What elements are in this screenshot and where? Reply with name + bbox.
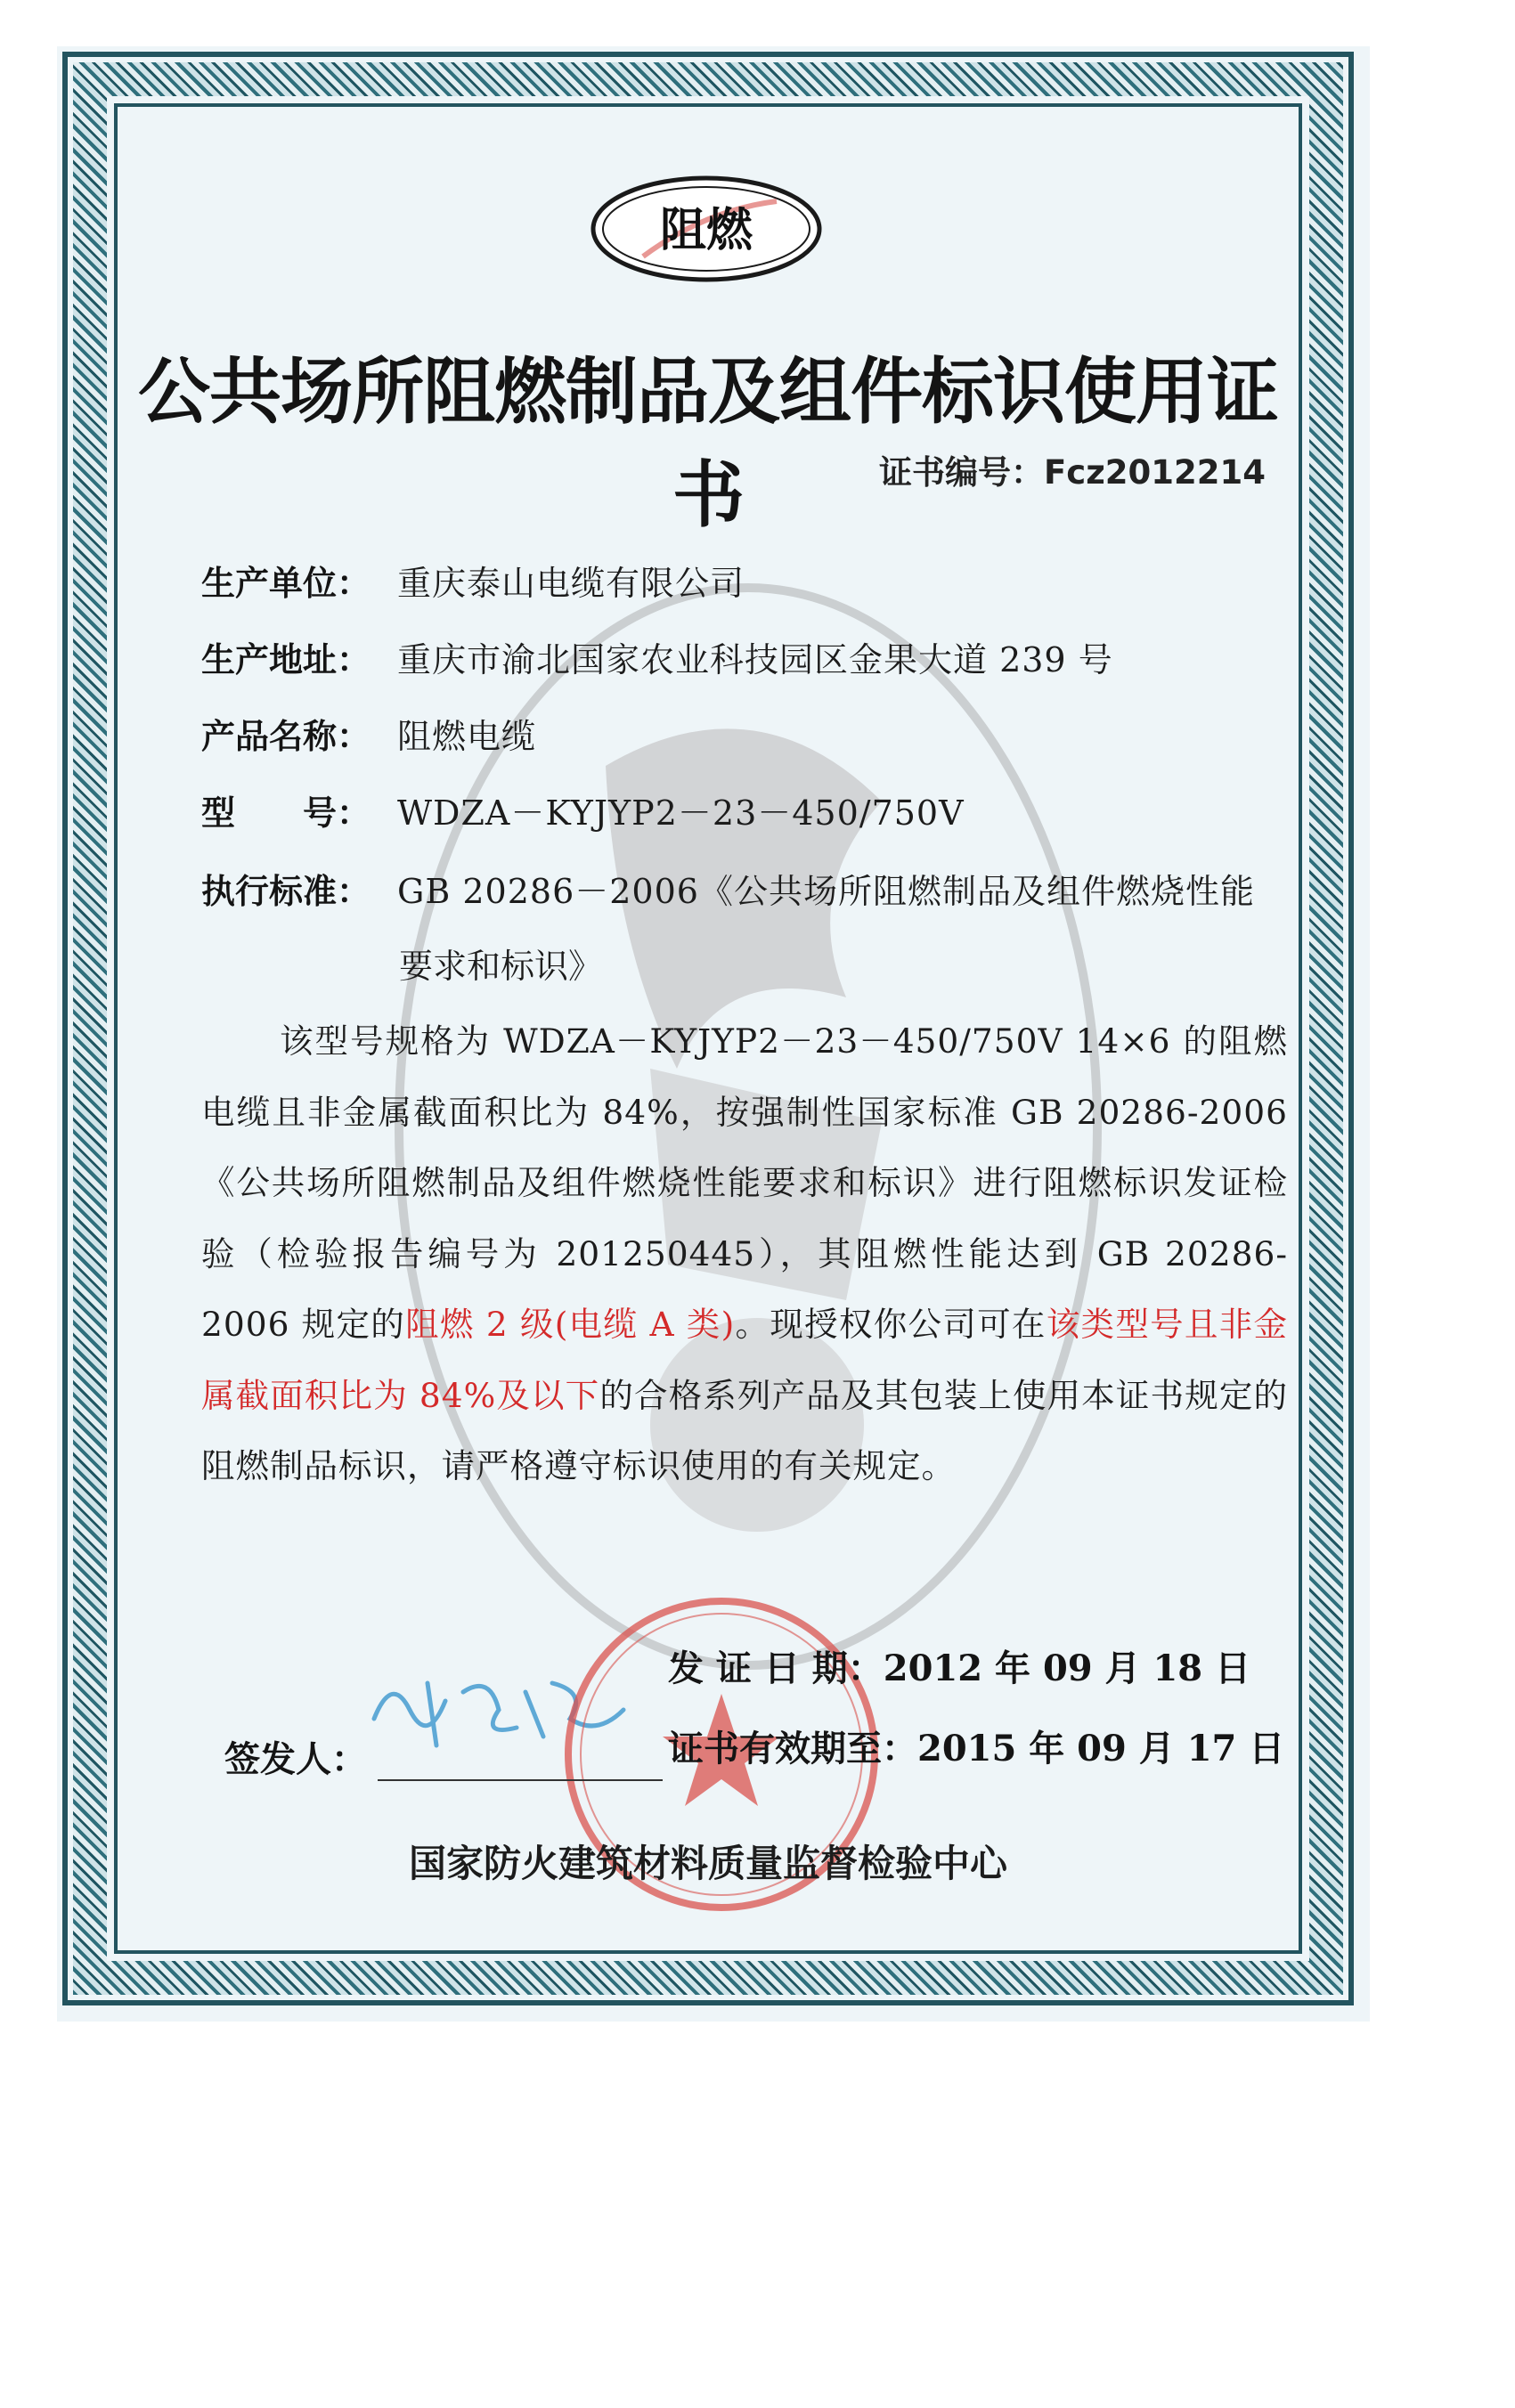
issuing-organization: 国家防火建筑材料质量监督检验中心 bbox=[408, 1842, 1007, 1885]
paragraph-text: 。现授权你公司可在 bbox=[735, 1305, 1047, 1344]
field-label: 生产单位： bbox=[201, 564, 371, 603]
flame-retardant-logo bbox=[590, 175, 823, 283]
field-manufacturer bbox=[201, 556, 745, 605]
field-value: WDZA－KYJYP2－23－450/750V bbox=[397, 793, 965, 833]
logo-text: 阻燃 bbox=[659, 204, 753, 257]
field-standard-continuation: 要求和标识》 bbox=[399, 947, 603, 986]
certificate-number bbox=[879, 445, 1266, 493]
issue-date bbox=[668, 1640, 1250, 1691]
certificate-title: 公共场所阻燃制品及组件标识使用证书 bbox=[137, 351, 1278, 538]
field-standard bbox=[201, 864, 1255, 913]
signer-label: 签发人： bbox=[224, 1739, 367, 1780]
field-product-name bbox=[201, 709, 536, 758]
authorization-paragraph bbox=[201, 1006, 1288, 1502]
field-value: 阻燃电缆 bbox=[397, 717, 537, 756]
field-address bbox=[201, 632, 1113, 681]
paragraph-highlight-scope: 该类型号且非金属截面积比为 84%及以下 bbox=[201, 1305, 1289, 1415]
valid-until-label: 证书有效期至： bbox=[668, 1729, 917, 1769]
valid-until-value: 2015 年 09 月 17 日 bbox=[917, 1728, 1285, 1769]
field-value: GB 20286－2006《公共场所阻燃制品及组件燃烧性能 bbox=[397, 872, 1255, 911]
field-value: 重庆市渝北国家农业科技园区金果大道 239 号 bbox=[397, 640, 1113, 679]
signature-line bbox=[378, 1779, 663, 1781]
valid-until bbox=[668, 1721, 1284, 1771]
field-label: 执行标准： bbox=[201, 872, 371, 911]
field-value: 重庆泰山电缆有限公司 bbox=[397, 564, 745, 603]
certificate-number-value: Fcz2012214 bbox=[1044, 453, 1266, 492]
issue-date-value: 2012 年 09 月 18 日 bbox=[883, 1647, 1251, 1689]
field-model bbox=[201, 785, 965, 834]
paragraph-text: 的合格系列产品及其包装上使用本证书规定的阻燃制品标识，请严格遵守标识使用的有关规定。 bbox=[201, 1375, 1288, 1485]
paragraph-text: 该型号规格为 WDZA－KYJYP2－23－450/750V 14×6 的阻燃电缆且非金属截面积比为 84%，按强制性国家标准 GB 20286-2006《公共场所阻燃制品及组件燃烧性能要求和标识》进行阻燃标识发证检验（检验报告编号为 201250445），其阻燃性能达到 GB 20286-2006 规定的 bbox=[201, 1021, 1288, 1344]
issue-date-label: 发 证 日 期： bbox=[668, 1648, 884, 1689]
paragraph-highlight-grade: 阻燃 2 级(电缆 A 类) bbox=[405, 1305, 736, 1344]
field-label: 生产地址： bbox=[201, 640, 371, 679]
field-label: 型 号： bbox=[201, 793, 371, 833]
certificate-number-label: 证书编号： bbox=[879, 453, 1045, 492]
field-label: 产品名称： bbox=[201, 717, 371, 756]
